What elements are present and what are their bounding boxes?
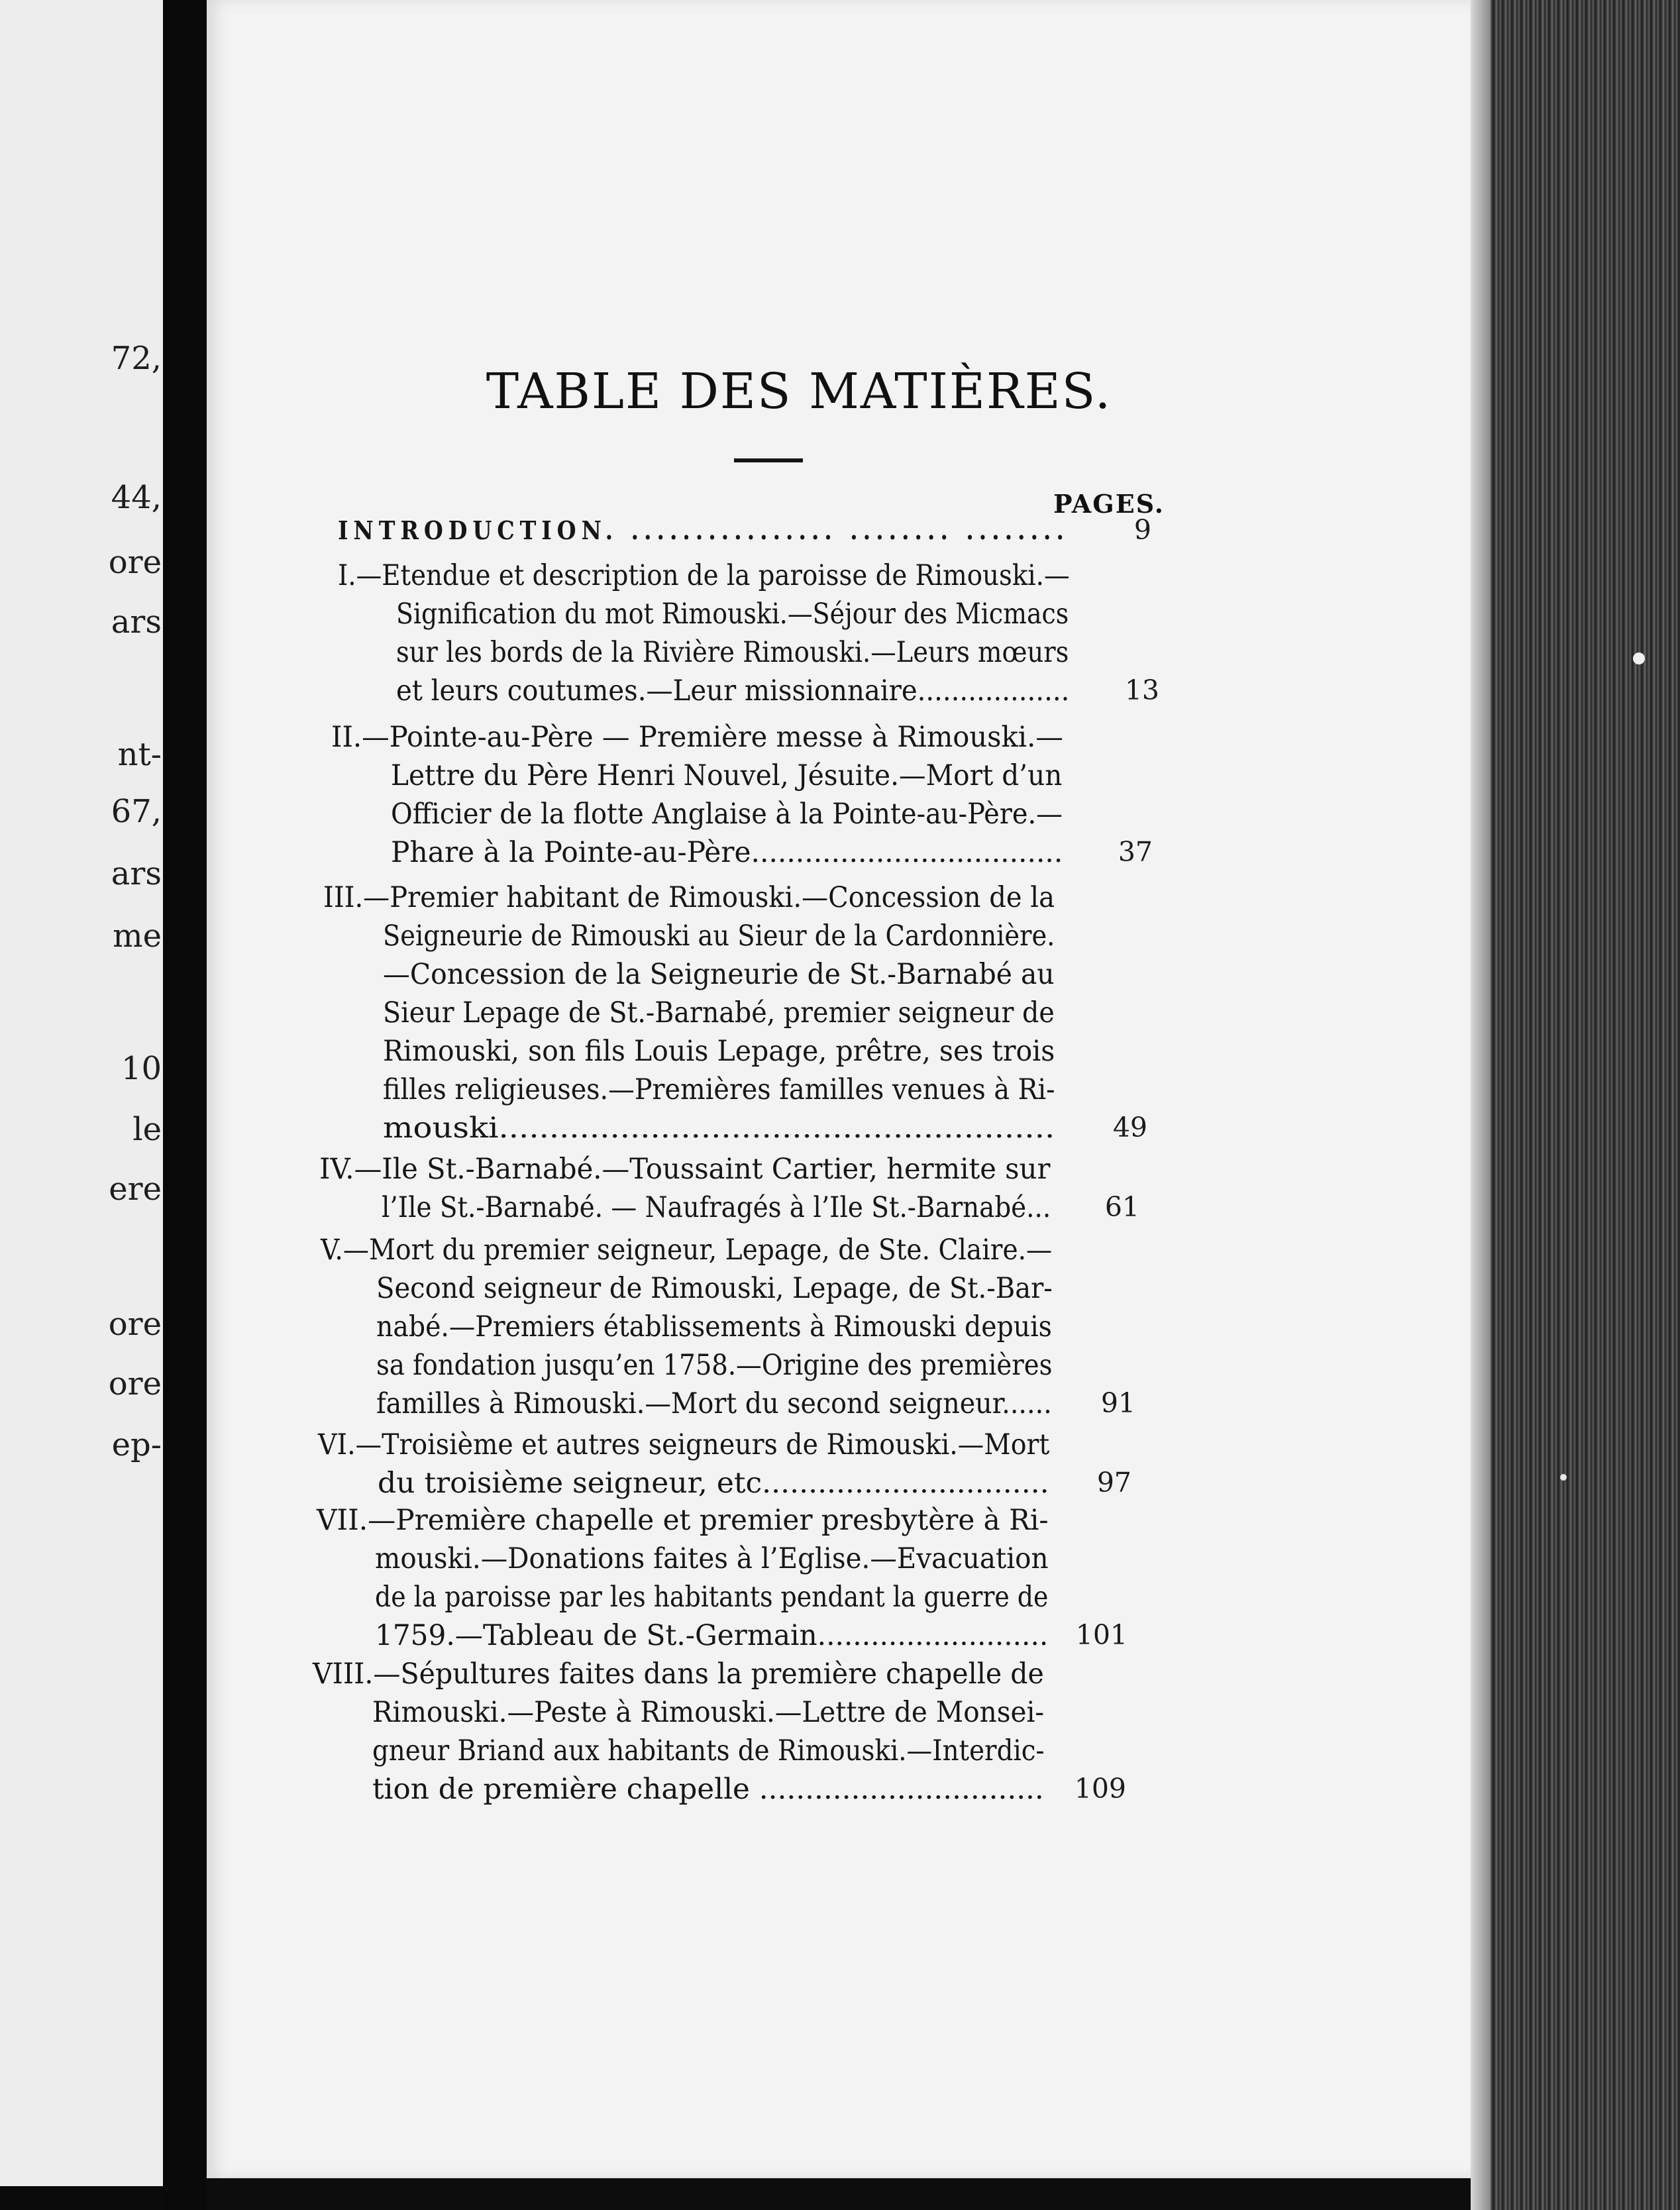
facing-page-fragment: ere [109, 1171, 162, 1208]
toc-page-number: 109 [1074, 1773, 1126, 1805]
toc-line: tion de première chapelle ............................... [372, 1773, 1044, 1806]
toc-line: Officier de la flotte Anglaise à la Pointe-au-Père.— [391, 798, 1063, 831]
toc-line: l’Ile St.-Barnabé. — Naufragés à l’Ile St.-Barnabé... [382, 1191, 1051, 1224]
toc-page-number: 61 [1104, 1191, 1139, 1223]
page-edge-highlight [1471, 0, 1491, 2210]
toc-line: filles religieuses.—Premières familles venues à Ri- [383, 1073, 1055, 1106]
toc-line: du troisième seigneur, etc............................... [378, 1467, 1049, 1500]
facing-page-fragment: me [113, 918, 162, 955]
bottom-shadow [207, 2178, 1471, 2210]
facing-page-fragment: ore [108, 1365, 162, 1402]
toc-page-number: 91 [1100, 1387, 1135, 1419]
toc-page-number: 97 [1096, 1467, 1131, 1499]
title-rule [734, 458, 803, 462]
facing-page-fragment: ore [108, 544, 162, 581]
toc-page-number: 101 [1075, 1619, 1128, 1651]
toc-line: sa fondation jusqu’en 1758.—Origine des premières [376, 1349, 1053, 1382]
facing-page-fragment: ars [111, 604, 162, 641]
pages-column-heading: PAGES. [1053, 489, 1165, 519]
toc-page-number: 9 [1133, 514, 1151, 546]
facing-page-fragment: 10 [121, 1050, 162, 1087]
toc-line: 1759.—Tableau de St.-Germain.......................... [375, 1619, 1049, 1652]
toc-page-number: 37 [1118, 836, 1153, 868]
facing-page-fragment: 67, [111, 793, 162, 830]
toc-line: gneur Briand aux habitants de Rimouski.—Interdic- [372, 1734, 1045, 1767]
toc-line: familles à Rimouski.—Mort du second seigneur...... [376, 1387, 1052, 1420]
toc-line: —Concession de la Seigneurie de St.-Barnabé au [383, 958, 1055, 991]
facing-page-fragment: ore [108, 1306, 162, 1343]
toc-line: Rimouski.—Peste à Rimouski.—Lettre de Monsei- [372, 1696, 1045, 1729]
toc-line: III.—Premier habitant de Rimouski.—Concession de la [323, 881, 1055, 914]
toc-line: VI.—Troisième et autres seigneurs de Rimouski.—Mort [318, 1428, 1050, 1461]
facing-page-fragment: 72, [111, 340, 162, 377]
paper-spot [1560, 1474, 1567, 1481]
toc-line: mouski....................................................... [383, 1112, 1055, 1145]
toc-line: mouski.—Donations faites à l’Eglise.—Evacuation [375, 1542, 1049, 1575]
toc-line: de la paroisse par les habitants pendant la guerre de [375, 1581, 1049, 1614]
toc-line: sur les bords de la Rivière Rimouski.—Leurs mœurs [396, 636, 1069, 669]
facing-page-fragment: ep- [111, 1426, 162, 1463]
book-gutter [163, 0, 207, 2210]
toc-line: INTRODUCTION. ................ ........ ........ [338, 515, 1069, 545]
toc-line: Second seigneur de Rimouski, Lepage, de St.-Bar- [376, 1272, 1053, 1305]
facing-page-fragment: 44, [111, 479, 162, 516]
page-edges [1471, 0, 1680, 2210]
toc-page-number: 13 [1124, 674, 1159, 706]
facing-page-left [0, 0, 166, 2186]
toc-line: Rimouski, son fils Louis Lepage, prêtre, ses trois [383, 1035, 1055, 1068]
toc-line: Signification du mot Rimouski.—Séjour des Micmacs [396, 598, 1069, 631]
toc-line: II.—Pointe-au-Père — Première messe à Rimouski.— [331, 721, 1063, 754]
paper-spot [1633, 653, 1645, 664]
toc-line: et leurs coutumes.—Leur missionnaire.................. [396, 674, 1070, 708]
facing-page-fragment: nt- [117, 736, 162, 773]
toc-line: V.—Mort du premier seigneur, Lepage, de Ste. Claire.— [321, 1234, 1053, 1267]
toc-line: Phare à la Pointe-au-Père................................... [391, 836, 1063, 869]
toc-page-number: 49 [1112, 1112, 1147, 1143]
facing-page-fragment: le [132, 1111, 162, 1148]
toc-line: Sieur Lepage de St.-Barnabé, premier seigneur de [383, 996, 1055, 1029]
facing-page-fragment: ars [111, 855, 162, 892]
toc-line: VIII.—Sépultures faites dans la première chapelle de [313, 1658, 1044, 1691]
toc-line: Lettre du Père Henri Nouvel, Jésuite.—Mort d’un [391, 759, 1063, 792]
toc-line: VII.—Première chapelle et premier presbytère à Ri- [317, 1504, 1049, 1537]
page-title: TABLE DES MATIÈRES. [486, 363, 1112, 420]
toc-line: I.—Etendue et description de la paroisse de Rimouski.— [338, 559, 1070, 592]
toc-line: IV.—Ile St.-Barnabé.—Toussaint Cartier, hermite sur [319, 1153, 1051, 1186]
toc-line: Seigneurie de Rimouski au Sieur de la Cardonnière. [383, 920, 1055, 953]
toc-line: nabé.—Premiers établissements à Rimouski depuis [376, 1310, 1052, 1343]
